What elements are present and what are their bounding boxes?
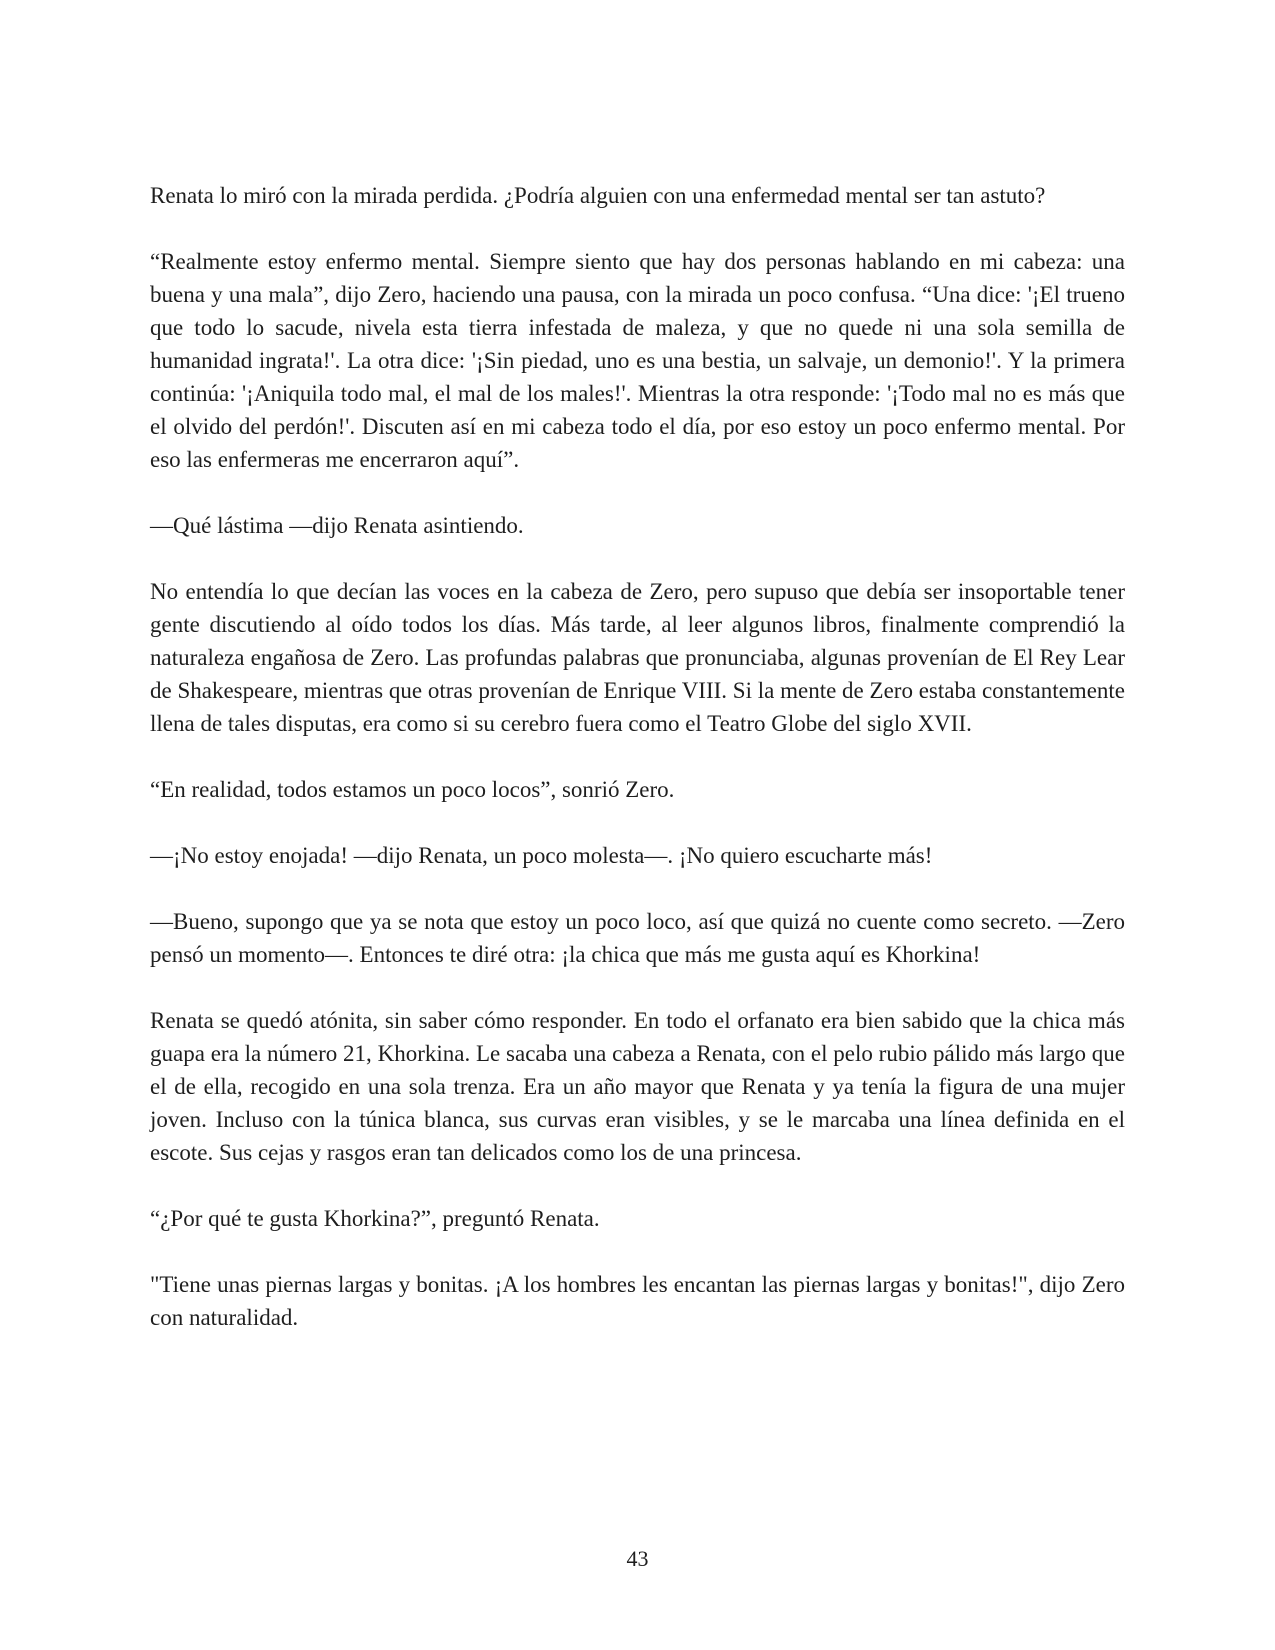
- paragraph: “¿Por qué te gusta Khorkina?”, preguntó Renata.: [150, 1206, 600, 1231]
- body-text: [150, 179, 1125, 1334]
- paragraph: No entendía lo que decían las voces en la cabeza de Zero, pero supuso que debía ser insoportable tener gente discutiendo al oído todos los días. Más tarde, al leer algunos libros, finalmente comprendió la naturaleza engañosa de Zero. Las profundas palabras que pronunciaba, algunas provenían de El Rey Lear de Shakespeare, mientras que otras provenían de Enrique VIII. Si la mente de Zero estaba constantemente llena de tales disputas, era como si su cerebro fuera como el Teatro Globe del siglo XVII.: [150, 579, 1125, 736]
- paragraph: Renata lo miró con la mirada perdida. ¿Podría alguien con una enfermedad mental ser tan astuto?: [150, 183, 1046, 208]
- paragraph: “Realmente estoy enfermo mental. Siempre siento que hay dos personas hablando en mi cabeza: una buena y una mala”, dijo Zero, haciendo una pausa, con la mirada un poco confusa. “Una dice: '¡El trueno que todo lo sacude, nivela esta tierra infestada de maleza, y que no quede ni una sola semilla de humanidad ingrata!'. La otra dice: '¡Sin piedad, uno es una bestia, un salvaje, un demonio!'. Y la primera continúa: '¡Aniquila todo mal, el mal de los males!'. Mientras la otra responde: '¡Todo mal no es más que el olvido del perdón!'. Discuten así en mi cabeza todo el día, por eso estoy un poco enfermo mental. Por eso las enfermeras me encerraron aquí”.: [150, 249, 1125, 472]
- paragraph: “En realidad, todos estamos un poco locos”, sonrió Zero.: [150, 777, 675, 802]
- paragraph: —¡No estoy enojada! —dijo Renata, un poco molesta—. ¡No quiero escucharte más!: [150, 843, 933, 868]
- paragraph: —Bueno, supongo que ya se nota que estoy un poco loco, así que quizá no cuente como secreto. —Zero pensó un momento—. Entonces te diré otra: ¡la chica que más me gusta aquí es Khorkina!: [150, 909, 1125, 967]
- paragraph: Renata se quedó atónita, sin saber cómo responder. En todo el orfanato era bien sabido que la chica más guapa era la número 21, Khorkina. Le sacaba una cabeza a Renata, con el pelo rubio pálido más largo que el de ella, recogido en una sola trenza. Era un año mayor que Renata y ya tenía la figura de una mujer joven. Incluso con la túnica blanca, sus curvas eran visibles, y se le marcaba una línea definida en el escote. Sus cejas y rasgos eran tan delicados como los de una princesa.: [150, 1008, 1125, 1165]
- paragraph: "Tiene unas piernas largas y bonitas. ¡A los hombres les encantan las piernas largas y bonitas!", dijo Zero con naturalidad.: [150, 1272, 1125, 1330]
- page-number: 43: [626, 1546, 649, 1571]
- paragraph: —Qué lástima —dijo Renata asintiendo.: [150, 513, 524, 538]
